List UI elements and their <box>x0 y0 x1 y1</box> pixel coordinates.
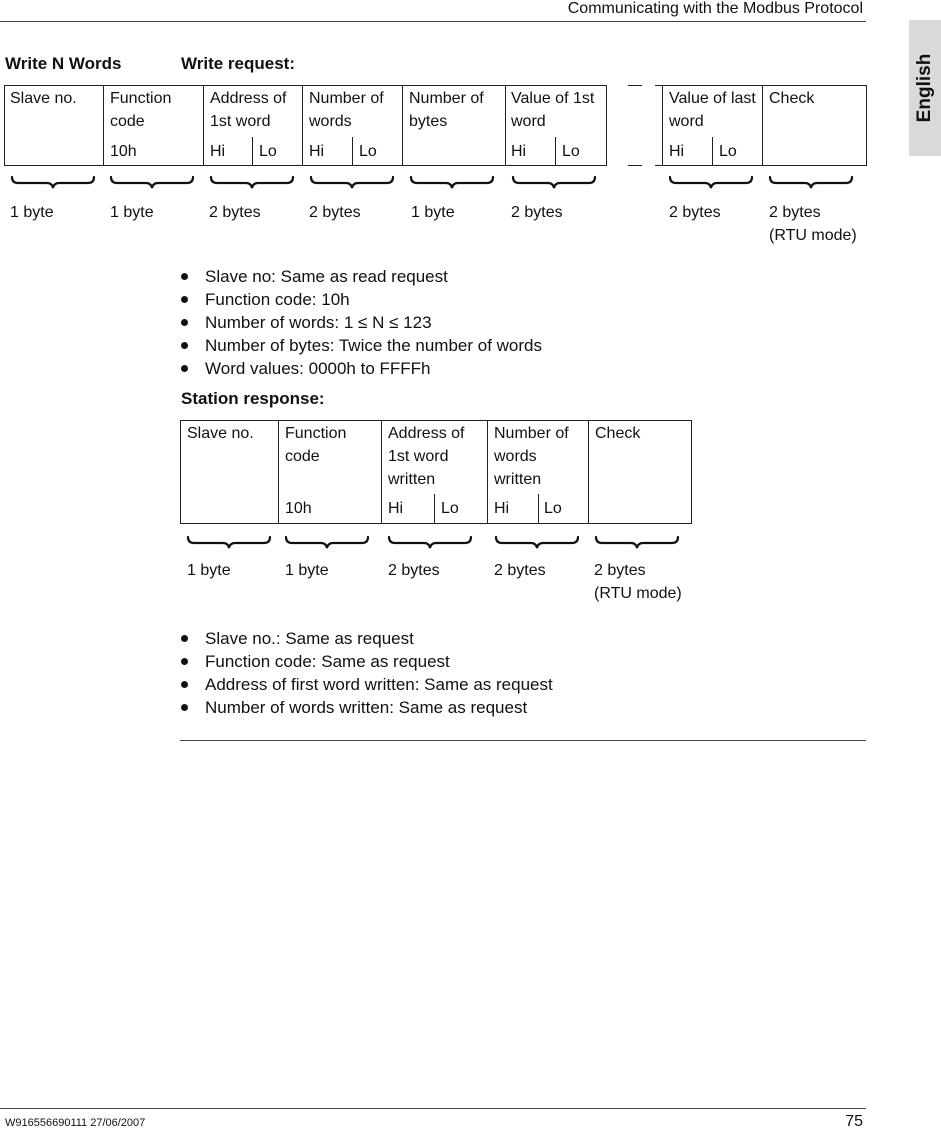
req-size-label: 1 byte <box>10 204 54 221</box>
req-valuelast-hi: Hi <box>669 143 685 160</box>
page-number: 75 <box>845 1113 863 1130</box>
resp-size-label: 1 byte <box>285 562 329 579</box>
list-item: Number of bytes: Twice the number of words <box>181 334 542 357</box>
req-brace-5 <box>411 177 493 188</box>
req-value1-hi: Hi <box>511 143 527 160</box>
write-request-heading: Write request: <box>181 54 295 73</box>
resp-brace-1 <box>188 537 270 548</box>
req-words-hi: Hi <box>309 143 325 160</box>
resp-words-hi: Hi <box>494 500 510 517</box>
req-cell-slave-no: Slave no. <box>10 90 77 107</box>
list-item: Word values: 0000h to FFFFh <box>181 357 542 380</box>
list-item: Number of words written: Same as request <box>181 696 553 719</box>
station-response-heading: Station response: <box>181 389 325 408</box>
resp-words-lo: Lo <box>544 500 562 517</box>
req-brace-3 <box>211 177 293 188</box>
req-cell-check: Check <box>769 90 815 107</box>
req-brace-2 <box>111 177 193 188</box>
resp-cell-words-written: Number of words written <box>494 425 569 488</box>
resp-cell-slave-no: Slave no. <box>187 425 254 442</box>
resp-size-label: 2 bytes <box>494 562 546 579</box>
req-size-label: 2 bytes <box>309 204 361 221</box>
req-size-label: 2 bytes <box>511 204 563 221</box>
req-cell-value-1st-word: Value of 1st word <box>511 90 595 130</box>
list-item: Address of first word written: Same as request <box>181 673 553 696</box>
req-size-label: 2 bytes <box>669 204 721 221</box>
req-brace-4 <box>311 177 393 188</box>
req-size-label: 1 byte <box>110 204 154 221</box>
req-cell-function-code: Function code <box>110 90 172 130</box>
page-header-title: Communicating with the Modbus Protocol <box>567 0 863 17</box>
req-size-label: 2 bytes <box>209 204 261 221</box>
section-title: Write N Words <box>5 54 122 73</box>
resp-size-label: 2 bytes <box>388 562 440 579</box>
req-brace-7 <box>670 177 752 188</box>
resp-size-label: 1 byte <box>187 562 231 579</box>
req-brace-1 <box>12 177 94 188</box>
resp-cell-address-written: Address of 1st word written <box>388 425 465 488</box>
list-item: Slave no: Same as read request <box>181 265 542 288</box>
resp-brace-4 <box>496 537 578 548</box>
resp-cell-check: Check <box>595 425 641 442</box>
footer-doc-ref: W916556690111 27/06/2007 <box>5 1117 146 1129</box>
list-item: Number of words: 1 ≤ N ≤ 123 <box>181 311 542 334</box>
resp-brace-3 <box>389 537 471 548</box>
req-addr-lo: Lo <box>259 143 277 160</box>
list-item: Slave no.: Same as request <box>181 627 553 650</box>
req-value1-lo: Lo <box>562 143 580 160</box>
resp-brace-5 <box>596 537 678 548</box>
req-words-lo: Lo <box>359 143 377 160</box>
req-rtu-mode-label: (RTU mode) <box>769 227 857 244</box>
req-cell-number-of-words: Number of words <box>309 90 384 130</box>
resp-addr-lo: Lo <box>441 500 459 517</box>
req-valuelast-lo: Lo <box>719 143 737 160</box>
req-cell-address-1st-word: Address of 1st word <box>210 90 287 130</box>
section-end-rule <box>180 740 866 741</box>
resp-rtu-mode-label: (RTU mode) <box>594 585 682 602</box>
list-item: Function code: Same as request <box>181 650 553 673</box>
req-cell-value-last-word: Value of last word <box>669 90 756 130</box>
req-size-label: 2 bytes <box>769 204 821 221</box>
req-cell-number-of-bytes: Number of bytes <box>409 90 484 130</box>
resp-brace-2 <box>286 537 368 548</box>
resp-cell-function-code: Function code <box>285 425 347 465</box>
footer-rule <box>0 1108 866 1109</box>
language-tab-label: English <box>914 53 935 123</box>
resp-function-value: 10h <box>285 500 312 517</box>
request-bullet-list <box>181 265 542 380</box>
list-item: Function code: 10h <box>181 288 542 311</box>
req-brace-6 <box>513 177 595 188</box>
req-addr-hi: Hi <box>210 143 226 160</box>
req-function-value: 10h <box>110 143 137 160</box>
resp-addr-hi: Hi <box>388 500 404 517</box>
response-bullet-list <box>181 627 553 719</box>
resp-size-label: 2 bytes <box>594 562 646 579</box>
req-size-label: 1 byte <box>411 204 455 221</box>
req-brace-8 <box>770 177 852 188</box>
